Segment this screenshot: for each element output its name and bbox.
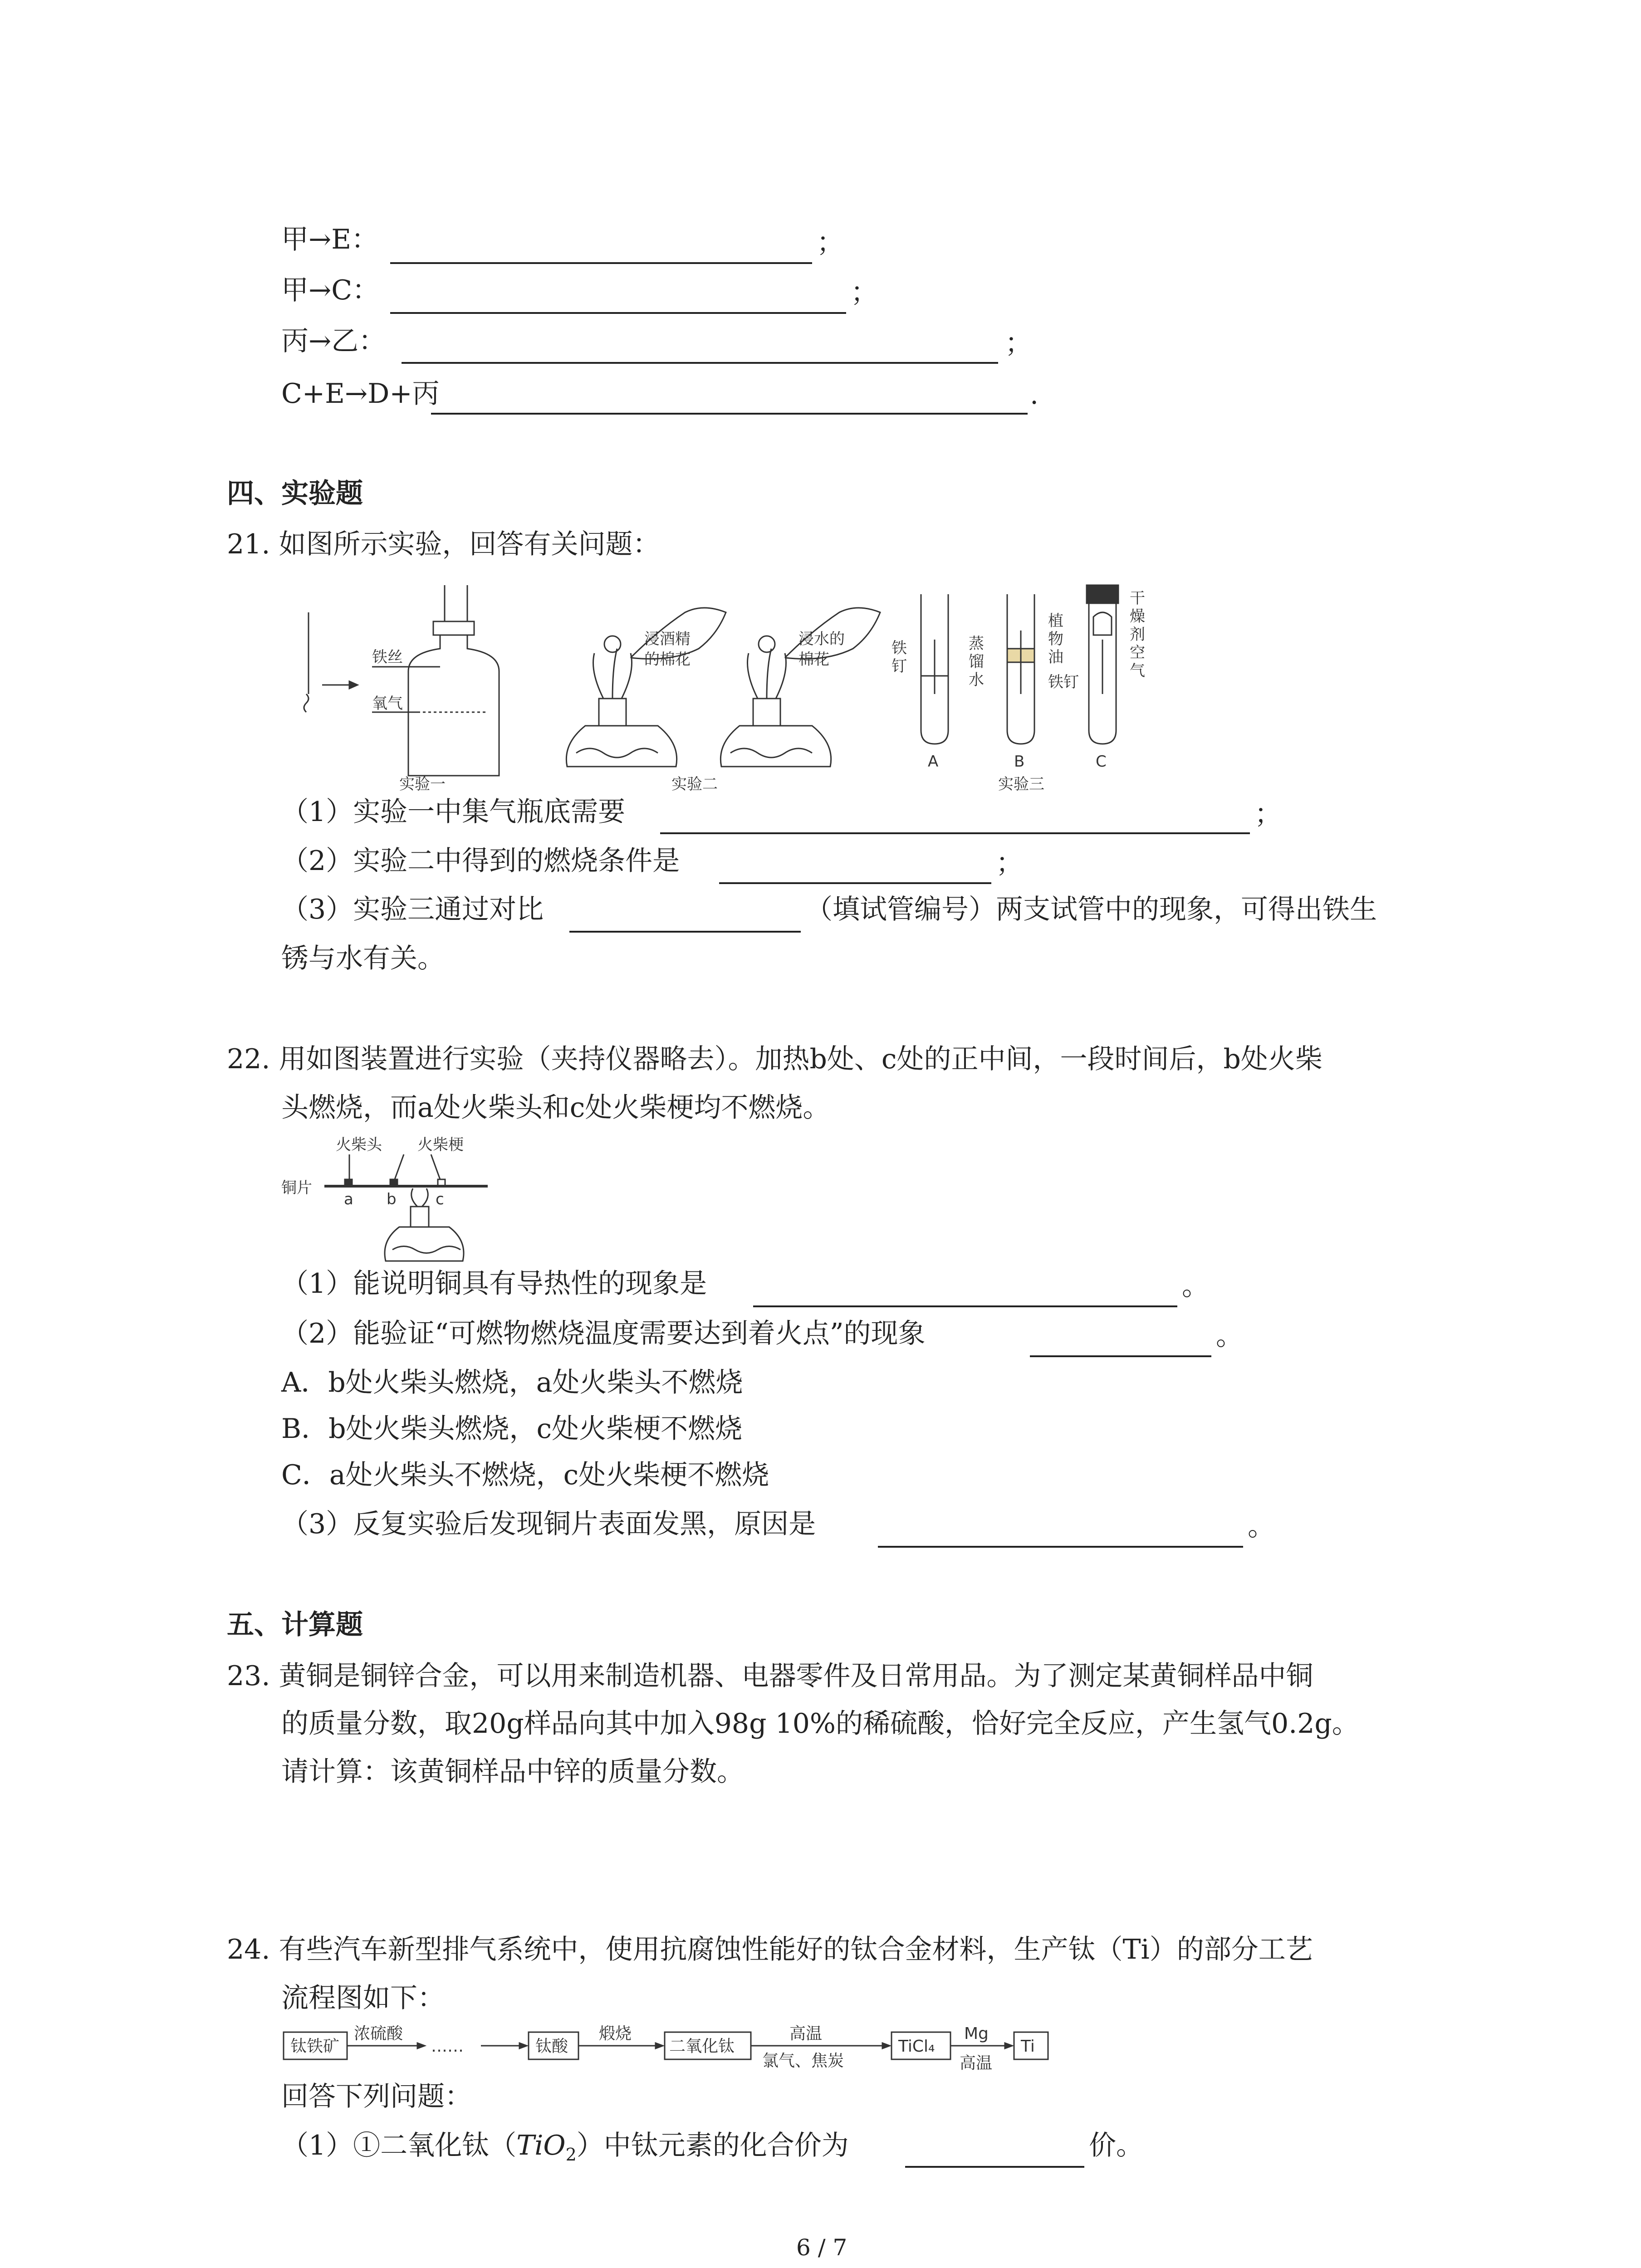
flow-arrow-1-label: 浓硫酸 (354, 2024, 403, 2043)
label-tube-b-oil-2: 物 (1048, 630, 1063, 648)
label-tube-b-letter: B (1014, 753, 1025, 771)
q20-line-4-blank[interactable] (431, 413, 1028, 415)
q21-part1-blank[interactable] (660, 832, 1250, 834)
q20-line-1-label: 甲→E： (281, 224, 379, 255)
q20-line-4-end: . (1030, 379, 1039, 411)
label-tube-c-2: 燥 (1130, 607, 1145, 626)
q21-part1-end: ； (1254, 798, 1282, 830)
q21-part3: （3）实验三通过对比 (281, 894, 544, 925)
q20-line-1-end: ； (817, 227, 844, 259)
label-tube-b-oil-3: 油 (1048, 648, 1063, 666)
q22-part3-end: 。 (1248, 1510, 1275, 1542)
q20-line-3-blank[interactable] (402, 362, 998, 364)
label-tube-b-oil-1: 植 (1048, 612, 1063, 630)
q24-formula: TiO (516, 2130, 566, 2161)
q24-flow-chart (281, 2019, 1053, 2082)
flow-box-1-text: 钛铁矿 (290, 2037, 340, 2056)
q22-option-c: C．a处火柴头不燃烧，c处火柴梗不燃烧 (281, 1459, 769, 1491)
flow-arrow-4-top: Mg (964, 2024, 989, 2043)
q21-part2-end: ； (996, 847, 1023, 879)
label-tube-c-3: 剂 (1130, 626, 1145, 644)
label-tube-a-water-1: 蒸 (969, 635, 984, 653)
q20-line-3-label: 丙→乙： (281, 325, 386, 357)
q21-part2-blank[interactable] (719, 882, 991, 884)
flow-arrow-3-bottom: 氯气、焦炭 (762, 2052, 844, 2070)
label-tube-a-2: 钉 (892, 657, 907, 675)
q20-line-2-blank[interactable] (390, 312, 846, 314)
label-match-stick: 火柴梗 (417, 1136, 464, 1154)
label-iron-wire: 铁丝 (372, 648, 403, 666)
label-tube-c-5: 气 (1130, 662, 1145, 680)
flow-box-4-text: TiCl₄ (898, 2037, 935, 2056)
q20-line-2-end: ； (851, 277, 878, 308)
q22-copper-figure (281, 1132, 499, 1268)
label-tube-b-nail: 铁钉 (1048, 673, 1079, 691)
flow-box-3-text: 二氧化钛 (669, 2037, 735, 2056)
label-tube-c-1: 干 (1130, 589, 1145, 607)
label-exp3: 实验三 (998, 775, 1044, 793)
label-exp2: 实验二 (671, 775, 718, 793)
label-oxygen: 氧气 (372, 694, 403, 713)
q24-line2: 流程图如下： (281, 1982, 445, 2014)
label-tube-a-letter: A (928, 753, 939, 771)
q20-line-3-end: ； (1005, 327, 1032, 359)
label-match-head: 火柴头 (336, 1136, 382, 1154)
q23-line2: 的质量分数，取20g样品向其中加入98g 10%的稀硫酸，恰好完全反应，产生氢气0.2g。 (281, 1708, 1359, 1740)
q20-line-1-blank[interactable] (390, 262, 812, 264)
label-exp1: 实验一 (399, 775, 446, 793)
flow-dots: …… (431, 2037, 464, 2056)
q20-line-2-label: 甲→C： (281, 274, 380, 306)
q22-part1-blank[interactable] (753, 1305, 1177, 1307)
q21-part3-tail: （填试管编号）两支试管中的现象，可得出铁生 (805, 894, 1377, 925)
q24-part1-b: ）中钛元素的化合价为 (576, 2130, 849, 2161)
label-tube-a-water-2: 馏 (969, 653, 984, 671)
q22-part2: （2）能验证“可燃物燃烧温度需要达到着火点”的现象 (281, 1318, 926, 1349)
q24-part1-blank[interactable] (905, 2166, 1084, 2168)
label-tube-c-letter: C (1096, 753, 1107, 771)
flow-box-2-text: 钛酸 (535, 2037, 568, 2056)
label-c: c (436, 1190, 444, 1208)
label-tube-a-water-3: 水 (969, 671, 984, 689)
label-b: b (387, 1190, 397, 1208)
q22-part1-end: 。 (1182, 1270, 1209, 1302)
q22-option-b: B．b处火柴头燃烧，c处火柴梗不燃烧 (281, 1413, 743, 1445)
q21-part3-blank[interactable] (569, 931, 801, 933)
section-heading-5: 五、计算题 (227, 1609, 363, 1641)
label-alcohol-cotton-1: 浸酒精 (644, 630, 691, 648)
label-a: a (344, 1190, 353, 1208)
page-number: 6 / 7 (796, 2234, 847, 2261)
flow-arrow-3-top: 高温 (789, 2024, 823, 2043)
q23-line3: 请计算：该黄铜样品中锌的质量分数。 (281, 1756, 744, 1788)
label-water-cotton-1: 浸水的 (798, 630, 845, 648)
q22-part3-blank[interactable] (878, 1546, 1243, 1548)
label-copper: 铜片 (281, 1179, 312, 1197)
q24-part1 (281, 2132, 849, 2163)
q22-part3: （3）反复实验后发现铜片表面发黑，原因是 (281, 1508, 816, 1540)
q24-part1-a: （1）①二氧化钛（ (281, 2130, 517, 2161)
q24-answer-prompt: 回答下列问题： (281, 2081, 472, 2112)
section-heading-4: 四、实验题 (227, 478, 363, 509)
q21-stem: 21. 如图所示实验，回答有关问题： (227, 528, 660, 560)
label-tube-c-4: 空 (1130, 644, 1145, 662)
q21-part2: （2）实验二中得到的燃烧条件是 (281, 845, 680, 877)
q21-part1: （1）实验一中集气瓶底需要 (281, 796, 626, 828)
label-tube-a-1: 铁 (892, 639, 907, 657)
q24-part1-end: 价。 (1089, 2130, 1143, 2161)
q22-stem-line1: 22. 用如图装置进行实验（夹持仪器略去）。加热b处、c处的正中间，一段时间后，b处火柴 (227, 1043, 1323, 1075)
q22-part2-blank[interactable] (1030, 1355, 1211, 1357)
q23-line1: 23. 黄铜是铜锌合金，可以用来制造机器、电器零件及日常用品。为了测定某黄铜样品中铜 (227, 1660, 1313, 1692)
q24-line1: 24. 有些汽车新型排气系统中，使用抗腐蚀性能好的钛合金材料，生产钛（Ti）的部分工艺 (227, 1934, 1313, 1965)
label-water-cotton-2: 棉花 (798, 650, 829, 669)
flow-arrow-4-bottom: 高温 (960, 2054, 993, 2072)
q21-part3-line2: 锈与水有关。 (281, 943, 445, 974)
q20-line-4-label: C+E→D+丙 (281, 378, 440, 410)
q21-experiment-figure (281, 576, 1189, 794)
q22-stem-line2: 头燃烧，而a处火柴头和c处火柴梗均不燃烧。 (281, 1092, 830, 1124)
flow-arrow-2-label: 煅烧 (599, 2024, 632, 2043)
label-alcohol-cotton-2: 的棉花 (644, 650, 691, 669)
flow-box-5-text: Ti (1021, 2037, 1035, 2056)
q22-option-a: A．b处火柴头燃烧，a处火柴头不燃烧 (281, 1367, 743, 1398)
q22-part2-end: 。 (1216, 1320, 1243, 1352)
q22-part1: （1）能说明铜具有导热性的现象是 (281, 1268, 707, 1300)
q24-formula-sub: 2 (565, 2145, 577, 2165)
